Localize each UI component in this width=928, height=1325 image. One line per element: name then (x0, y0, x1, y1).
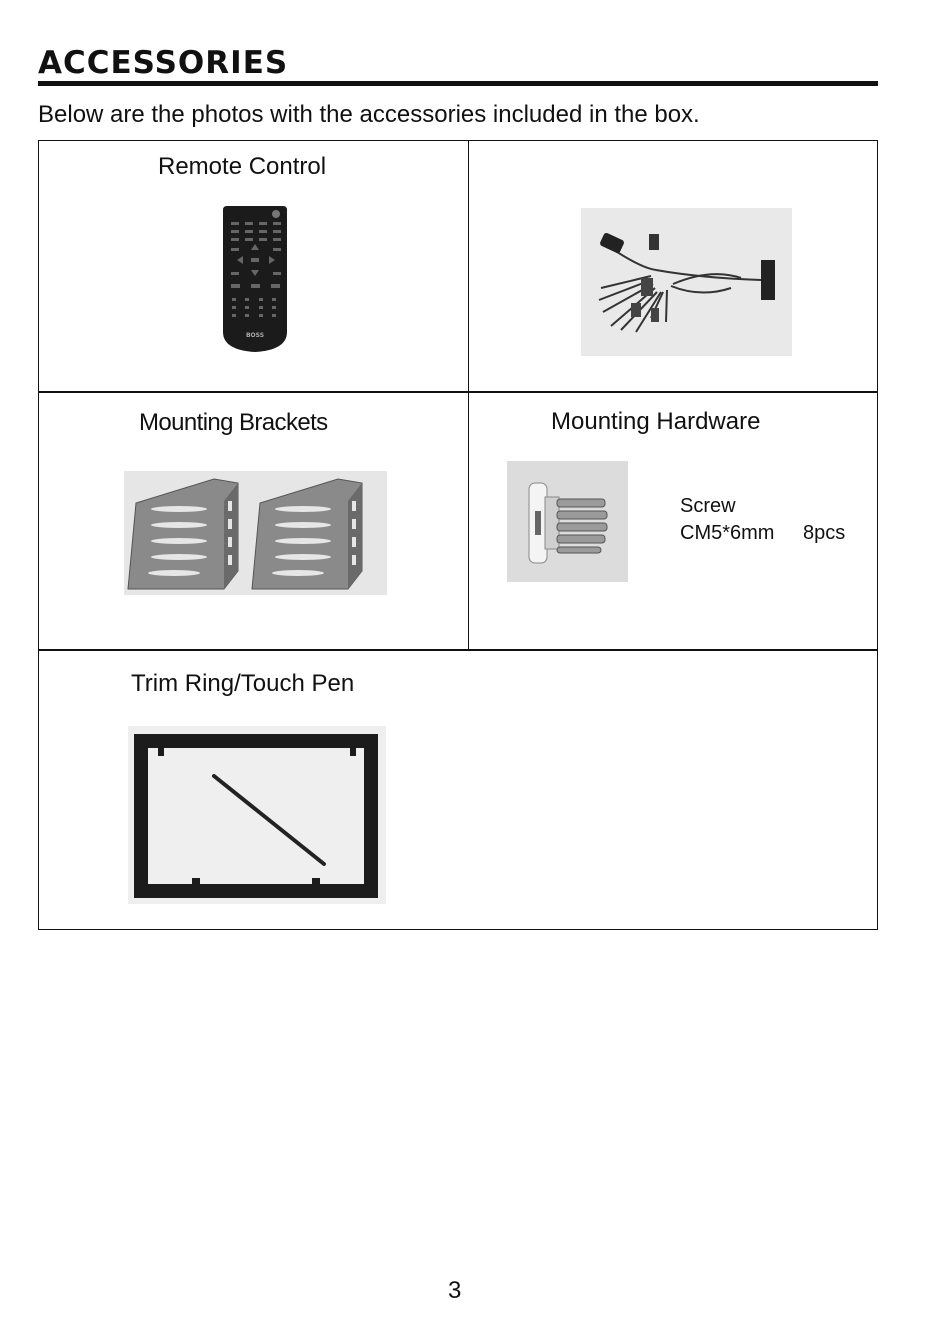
remote-control-label: Remote Control (158, 153, 327, 180)
table-border-left (38, 140, 39, 930)
trim-ring-photo (128, 726, 386, 904)
table-border-bottom (38, 929, 878, 930)
table-border-top (38, 140, 878, 141)
remote-control-photo (221, 204, 289, 354)
mounting-hardware-label: Mounting Hardware (551, 408, 761, 435)
title-rule (38, 81, 878, 86)
mounting-brackets-photo (124, 471, 387, 595)
screw-spec: CM5*6mm (680, 522, 775, 544)
accessories-table (38, 140, 878, 930)
wire-harness-photo (581, 208, 792, 356)
screw-item-label: Screw (680, 495, 736, 517)
column-divider (468, 140, 469, 650)
screw-quantity: 8pcs (803, 522, 846, 544)
page-title: ACCESSORIES (38, 45, 289, 81)
row-divider-1 (38, 391, 878, 393)
mounting-brackets-label: Mounting Brackets (139, 409, 328, 436)
row-divider-2 (38, 649, 878, 651)
remote-brand-text: BOSS (245, 332, 265, 339)
trim-ring-label: Trim Ring/Touch Pen (131, 670, 355, 697)
screw-photo (507, 461, 628, 582)
page-number: 3 (448, 1277, 462, 1304)
table-border-right (877, 140, 878, 930)
intro-text: Below are the photos with the accessories included in the box. (38, 101, 700, 128)
